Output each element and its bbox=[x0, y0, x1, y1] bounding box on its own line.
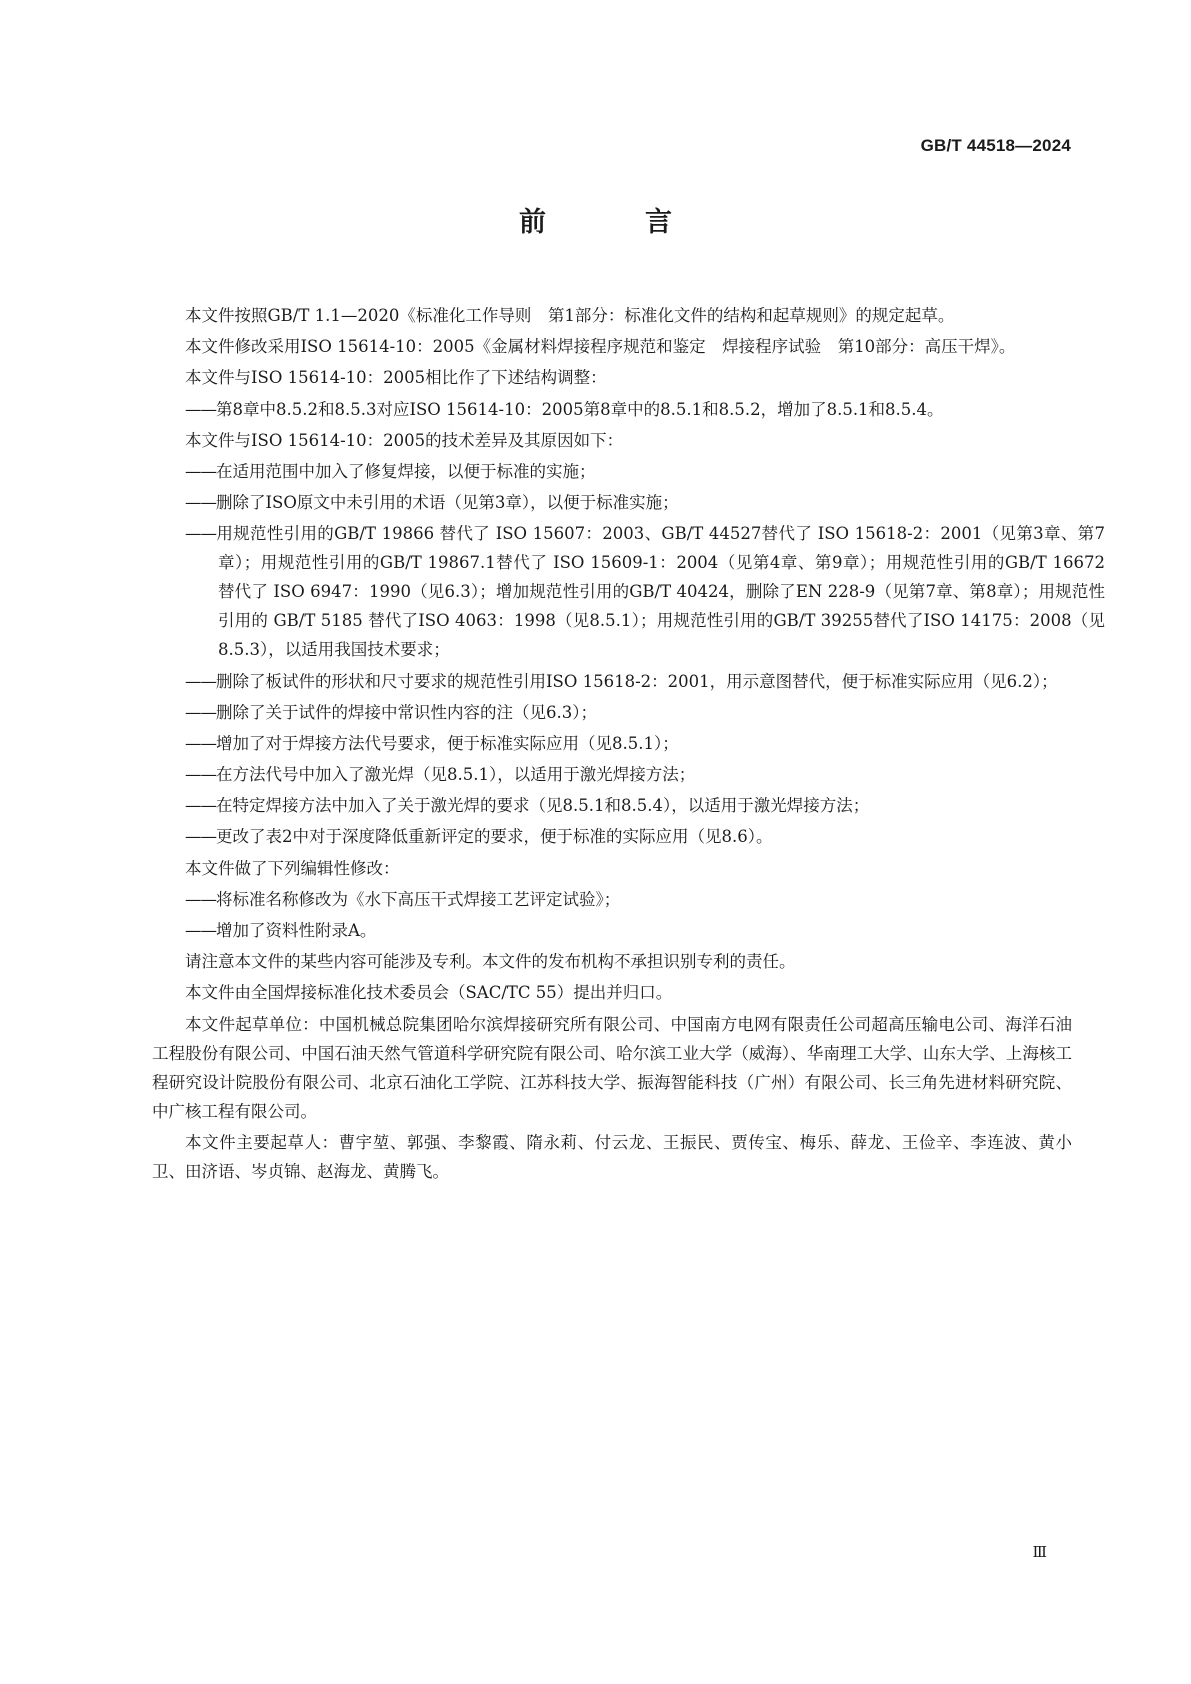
paragraph bbox=[152, 301, 1072, 330]
paragraph bbox=[152, 978, 1072, 1007]
page-number: Ⅲ bbox=[1032, 1543, 1047, 1561]
paragraph-text: 更改了表2中对于深度降低重新评定的要求，便于标准的实际应用（见8.6）。 bbox=[216, 827, 773, 847]
paragraph-text: 本文件与ISO 15614-10：2005相比作了下述结构调整： bbox=[185, 368, 607, 388]
paragraph-text: 删除了ISO原文中未引用的术语（见第3章），以便于标准实施； bbox=[216, 493, 679, 513]
paragraph-text: 在方法代号中加入了激光焊（见8.5.1），以适用于激光焊接方法； bbox=[216, 765, 696, 785]
paragraph bbox=[152, 426, 1072, 455]
page-title: 前 言 bbox=[519, 207, 708, 238]
paragraph-text: 请注意本文件的某些内容可能涉及专利。本文件的发布机构不承担识别专利的责任。 bbox=[185, 952, 796, 972]
paragraph-text: 删除了关于试件的焊接中常识性内容的注（见6.3）； bbox=[216, 702, 597, 722]
paragraph bbox=[152, 332, 1072, 361]
dash-list-item bbox=[185, 729, 1105, 758]
paragraph-text: 将标准名称修改为《水下高压干式焊接工艺评定试验》； bbox=[216, 889, 621, 909]
dash-list-item bbox=[185, 698, 1105, 727]
foreword-body bbox=[152, 301, 1105, 1188]
paragraph-text: 增加了资料性附录A。 bbox=[216, 921, 377, 940]
paragraph bbox=[152, 1128, 1072, 1186]
paragraph-text: 本文件起草单位：中国机械总院集团哈尔滨焊接研究所有限公司、中国南方电网有限责任公司超高压输电公司、海洋石油工程股份有限公司、中国石油天然气管道科学研究院有限公司、哈尔滨工业大学（威海）、华南理工大学、山东大学、上海核工程研究设计院股份有限公司、北京石油化工学院、江苏科技大学、振海智能科技（广州）有限公司、长三角先进材料研究院、中广核工程有限公司。 bbox=[152, 1014, 1072, 1121]
paragraph bbox=[152, 947, 1072, 976]
paragraph-text: 本文件由全国焊接标准化技术委员会（SAC/TC 55）提出并归口。 bbox=[185, 983, 673, 1003]
dash-bullet: —— bbox=[185, 461, 216, 481]
paragraph bbox=[152, 854, 1072, 883]
dash-bullet: —— bbox=[185, 671, 216, 691]
dash-list-item bbox=[185, 916, 1105, 945]
paragraph-text: 本文件修改采用ISO 15614-10：2005《金属材料焊接程序规范和鉴定 焊接程序试验 第10部分：高压干焊》。 bbox=[185, 337, 1016, 357]
paragraph-text: 在特定焊接方法中加入了关于激光焊的要求（见8.5.1和8.5.4），以适用于激光焊接方法； bbox=[216, 796, 870, 816]
paragraph-text: 删除了板试件的形状和尺寸要求的规范性引用ISO 15618-2：2001，用示意图替代，便于标准实际应用（见6.2）； bbox=[216, 671, 1058, 691]
dash-bullet: —— bbox=[185, 765, 216, 785]
dash-list-item bbox=[185, 822, 1105, 851]
dash-bullet: —— bbox=[185, 827, 216, 847]
dash-list-item bbox=[185, 885, 1105, 914]
paragraph-text: 第8章中8.5.2和8.5.3对应ISO 15614-10：2005第8章中的8.5.1和8.5.2，增加了8.5.1和8.5.4。 bbox=[216, 399, 944, 419]
paragraph-text: 本文件主要起草人：曹宇堃、郭强、李黎霞、隋永莉、付云龙、王振民、贾传宝、梅乐、薛龙、王俭辛、李连波、黄小卫、田济语、岑贞锦、赵海龙、黄腾飞。 bbox=[152, 1132, 1072, 1181]
dash-bullet: —— bbox=[185, 399, 216, 419]
dash-bullet: —— bbox=[185, 702, 216, 722]
paragraph bbox=[152, 1010, 1072, 1126]
dash-list-item bbox=[185, 488, 1105, 517]
dash-bullet: —— bbox=[185, 493, 216, 513]
dash-list-item bbox=[185, 791, 1105, 820]
paragraph bbox=[152, 363, 1072, 392]
paragraph-text: 本文件与ISO 15614-10：2005的技术差异及其原因如下： bbox=[185, 430, 624, 450]
standard-code: GB/T 44518—2024 bbox=[920, 136, 1071, 155]
dash-bullet: —— bbox=[185, 796, 216, 816]
paragraph-text: 用规范性引用的GB/T 19866 替代了 ISO 15607：2003、GB/T 44527替代了 ISO 15618-2：2001（见第3章、第7章）；用规范性引用的GB/T 19867.1替代了 ISO 15609-1：2004（见第4章、第9章）；用规范性引用的GB/T 16672 替代了 ISO 6947：1990（见6.3）；增加规范性引用的GB/T 40424，删除了EN 228-9（见第7章、第8章）；用规范性引用的 GB/T 5185 替代了ISO 4063：1998（见8.5.1）；用规范性引用的GB/T 39255替代了ISO 14175：2008（见8.5.3），以适用我国技术要求； bbox=[216, 524, 1105, 660]
paragraph-text: 本文件做了下列编辑性修改： bbox=[185, 858, 400, 878]
paragraph-text: 本文件按照GB/T 1.1—2020《标准化工作导则 第1部分：标准化文件的结构和起草规则》的规定起草。 bbox=[185, 306, 955, 325]
dash-list-item bbox=[185, 395, 1105, 424]
paragraph-text: 在适用范围中加入了修复焊接，以便于标准的实施； bbox=[216, 461, 596, 481]
dash-bullet: —— bbox=[185, 524, 216, 544]
dash-list-item bbox=[185, 457, 1105, 486]
dash-list-item bbox=[185, 519, 1105, 664]
dash-bullet: —— bbox=[185, 733, 216, 753]
dash-bullet: —— bbox=[185, 889, 216, 909]
paragraph-text: 增加了对于焊接方法代号要求，便于标准实际应用（见8.5.1）； bbox=[216, 733, 679, 753]
dash-list-item bbox=[185, 760, 1105, 789]
dash-list-item bbox=[185, 667, 1105, 696]
dash-bullet: —— bbox=[185, 921, 216, 940]
